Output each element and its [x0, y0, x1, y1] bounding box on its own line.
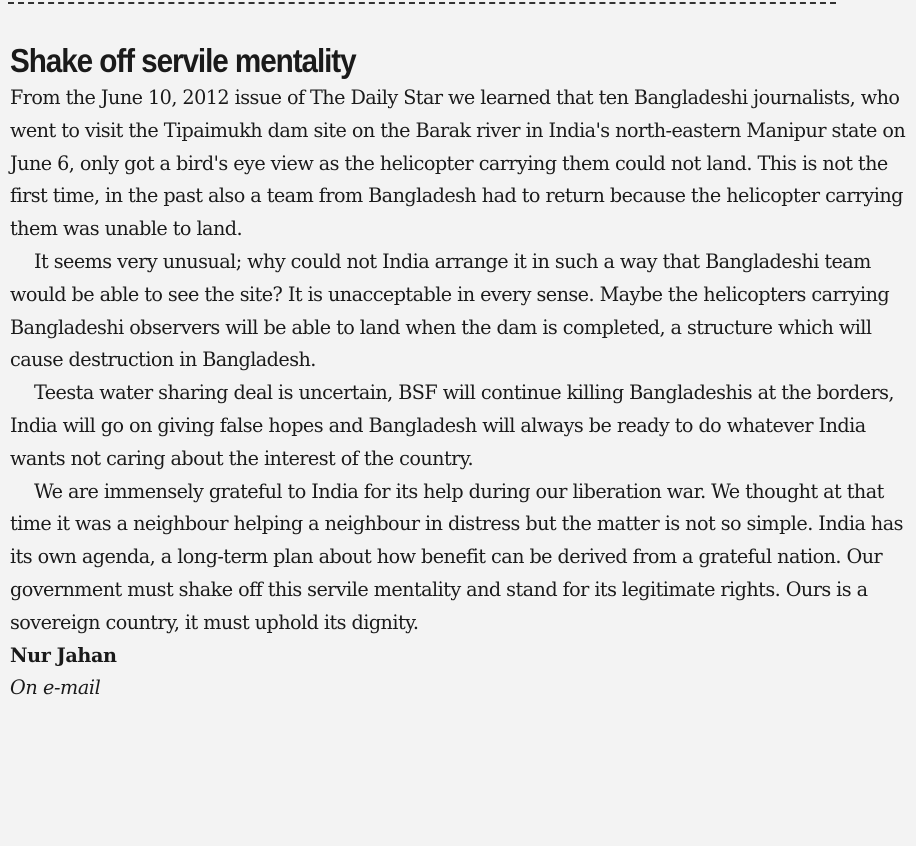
paragraph-3: Teesta water sharing deal is uncertain, BSF will continue killing Bangladeshis at the borders, India will go on giving false hopes and Bangladesh will always be ready to do whatever India wants not caring about the interest of the country.	[10, 381, 894, 470]
headline: Shake off servile mentality	[10, 42, 356, 79]
letter-article	[10, 40, 910, 705]
paragraph-2: It seems very unusual; why could not India arrange it in such a way that Bangladeshi team would be able to see the site? It is unacceptable in every sense. Maybe the helicopters carrying Bangladeshi observers will be able to land when the dam is completed, a structure which will cause destruction in Bangladesh.	[10, 249, 890, 372]
top-dashed-rule	[8, 2, 836, 4]
paragraph-4: We are immensely grateful to India for its help during our liberation war. We thought at that time it was a neighbour helping a neighbour in distress but the matter is not so simple. India has its own agenda, a long-term plan about how benefit can be derived from a grateful nation. Our government must shake off this servile mentality and stand for its legitimate rights. Ours is a sovereign country, it must uphold its dignity.	[10, 479, 903, 634]
paragraph-1: From the June 10, 2012 issue of The Daily Star we learned that ten Bangladeshi journalists, who went to visit the Tipaimukh dam site on the Barak river in India's north-eastern Manipur state on June 6, only got a bird's eye view as the helicopter carrying them could not land. This is not the first time, in the past also a team from Bangladesh had to return because the helicopter carrying them was unable to land.	[10, 86, 906, 241]
author-name: Nur Jahan	[10, 643, 117, 667]
submission-method: On e-mail	[10, 676, 101, 700]
letter-body	[10, 82, 910, 640]
